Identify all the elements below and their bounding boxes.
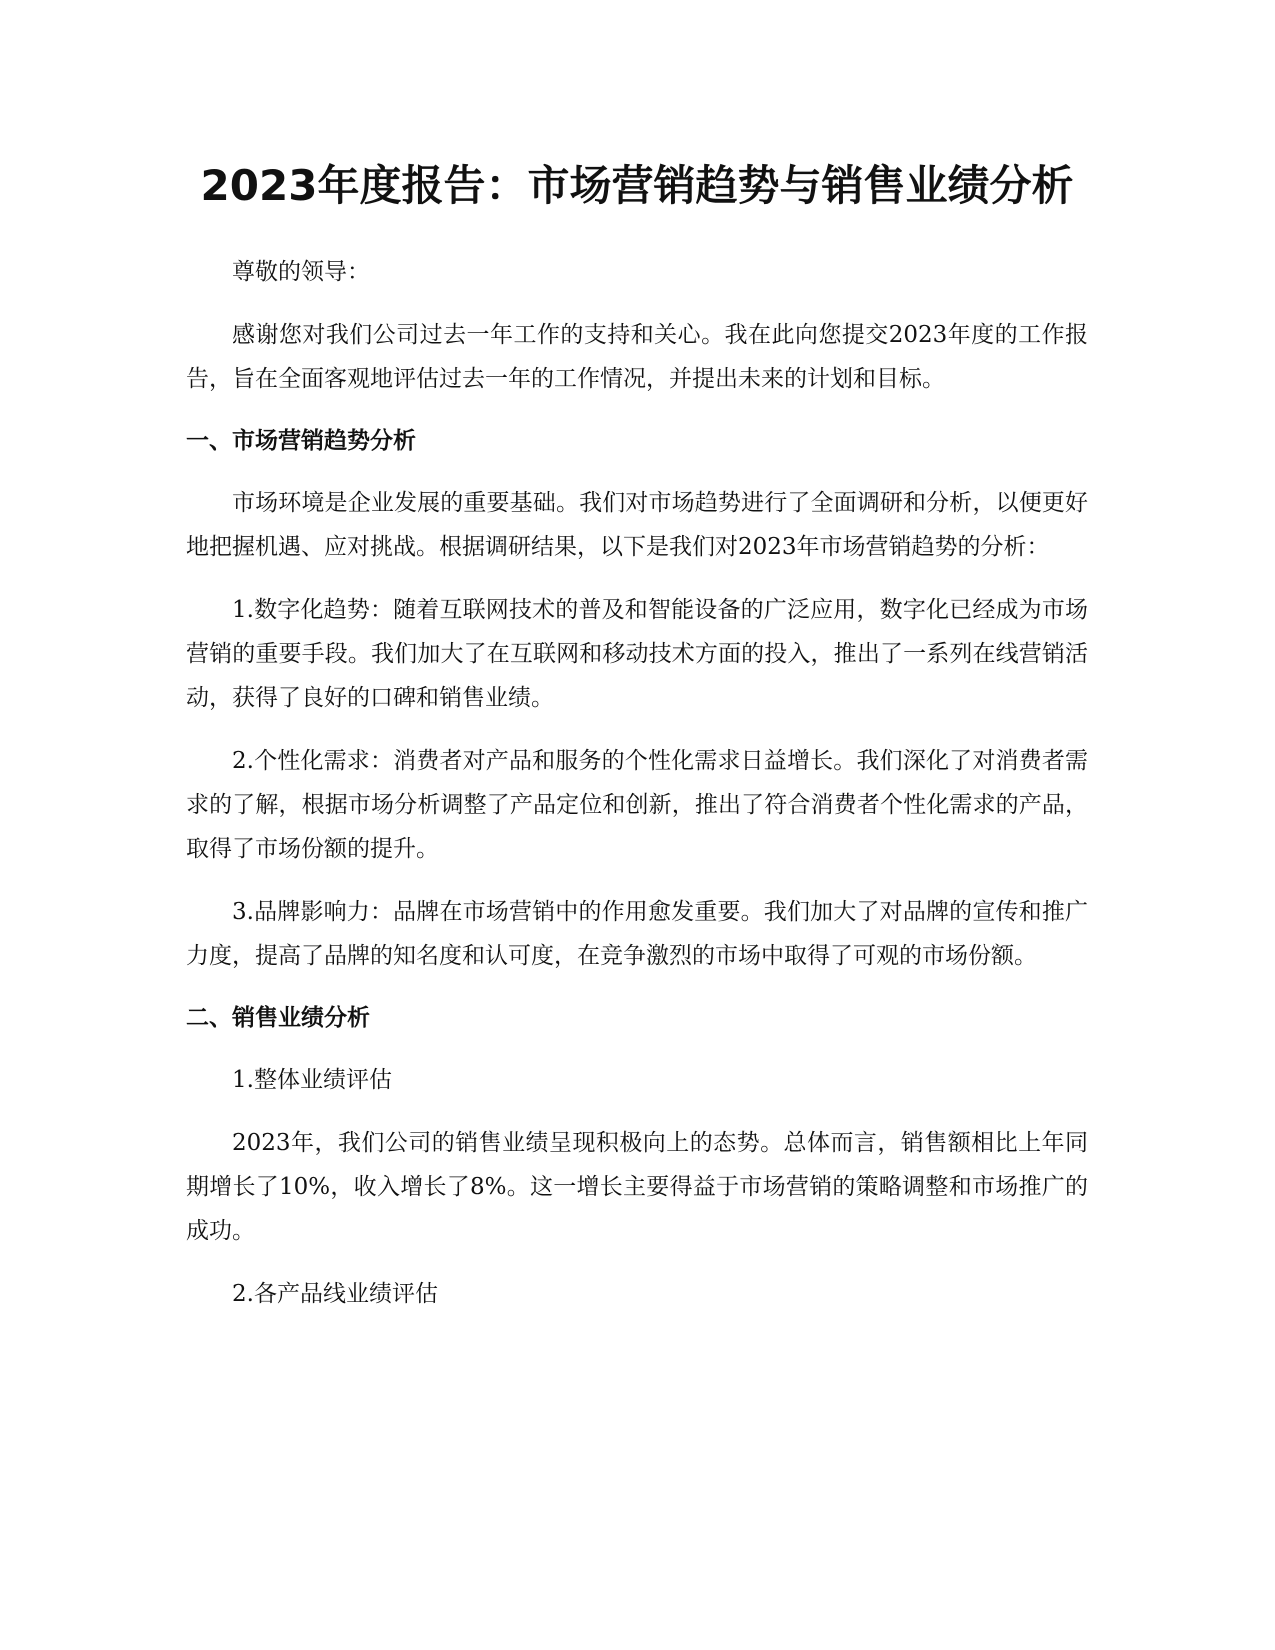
intro-paragraph: 感谢您对我们公司过去一年工作的支持和关心。我在此向您提交2023年度的工作报告，旨在全面客观地评估过去一年的工作情况，并提出未来的计划和目标。 (186, 322, 1088, 392)
paragraph-brand-influence: 3.品牌影响力：品牌在市场营销中的作用愈发重要。我们加大了对品牌的宣传和推广力度，提高了品牌的知名度和认可度，在竞争激烈的市场中取得了可观的市场份额。 (186, 899, 1088, 969)
salutation: 尊敬的领导： (232, 259, 370, 285)
paragraph-personalization: 2.个性化需求：消费者对产品和服务的个性化需求日益增长。我们深化了对消费者需求的了解，根据市场分析调整了产品定位和创新，推出了符合消费者个性化需求的产品，取得了市场份额的提升。 (186, 748, 1088, 862)
document-body (186, 148, 1088, 1316)
paragraph-overall-performance: 2023年，我们公司的销售业绩呈现积极向上的态势。总体而言，销售额相比上年同期增长了10%，收入增长了8%。这一增长主要得益于市场营销的策略调整和市场推广的成功。 (186, 1130, 1088, 1244)
subheading-overall-performance: 1.整体业绩评估 (232, 1067, 392, 1093)
subheading-product-lines: 2.各产品线业绩评估 (232, 1281, 438, 1307)
document-title: 2023年度报告：市场营销趋势与销售业绩分析 (200, 161, 1074, 210)
section-heading-market-trends: 一、市场营销趋势分析 (186, 428, 416, 454)
section-heading-sales-performance: 二、销售业绩分析 (186, 1005, 370, 1031)
paragraph-digitalization: 1.数字化趋势：随着互联网技术的普及和智能设备的广泛应用，数字化已经成为市场营销的重要手段。我们加大了在互联网和移动技术方面的投入，推出了一系列在线营销活动，获得了良好的口碑和销售业绩。 (186, 597, 1088, 711)
paragraph-market-overview: 市场环境是企业发展的重要基础。我们对市场趋势进行了全面调研和分析，以便更好地把握机遇、应对挑战。根据调研结果，以下是我们对2023年市场营销趋势的分析： (186, 490, 1088, 560)
